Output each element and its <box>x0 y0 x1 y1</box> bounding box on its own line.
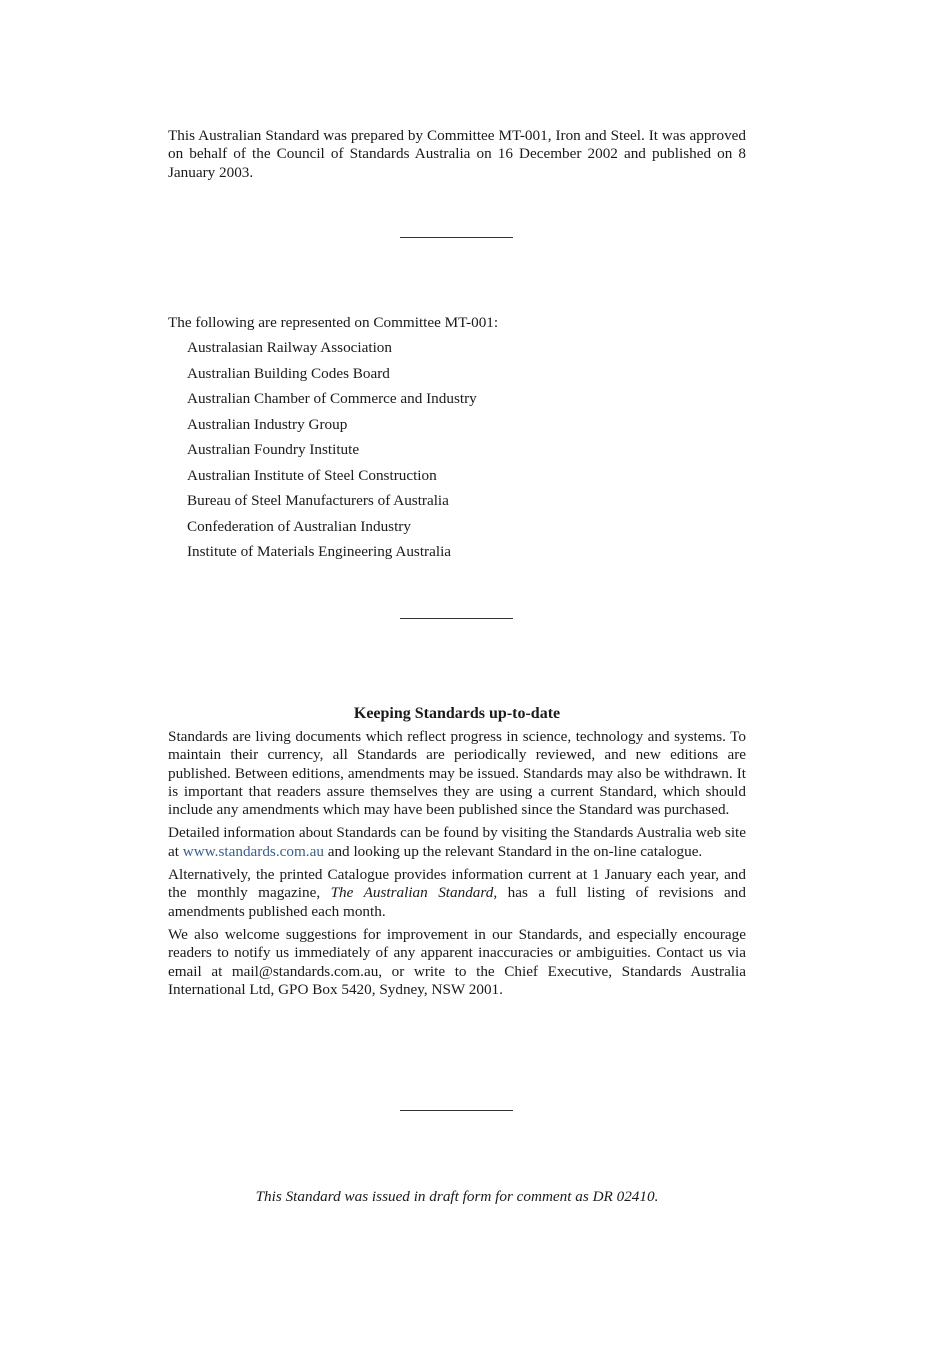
committee-member: Australasian Railway Association <box>187 339 392 356</box>
body-paragraph: Standards are living documents which reflect progress in science, technology and systems. To maintain their currency, all Standards are periodically reviewed, and new editions are published. Between editions, amendments may be issued. Standards may also be withdrawn. It is important that readers assure themselves they are using a current Standard, which should include any amendments which may have been published since the Standard was purchased. <box>168 728 746 819</box>
paragraph-text: , has a full listing of revisions and amendments published each month. <box>168 884 746 920</box>
committee-member: Australian Building Codes Board <box>187 364 390 382</box>
body-paragraph <box>168 824 746 861</box>
body-paragraph: We also welcome suggestions for improvement in our Standards, and especially encourage readers to notify us immediately of any apparent inaccuracies or ambiguities. Contact us via email at mail@standards.com.au, or write to the Chief Executive, Standards Australia International Ltd, GPO Box 5420, Sydney, NSW 2001. <box>168 925 746 998</box>
paragraph-text: and looking up the relevant Standard in the on-line catalogue. <box>323 842 703 860</box>
committee-member: Australian Chamber of Commerce and Industry <box>187 390 477 407</box>
committee-member: Australian Industry Group <box>187 415 348 433</box>
committee-heading: The following are represented on Committee MT-001: <box>168 314 499 331</box>
committee-member-list <box>168 338 746 568</box>
paragraph-text: Detailed information about Standards can be found by visiting the Standards Australia web site at <box>168 824 746 860</box>
committee-member: Bureau of Steel Manufacturers of Australia <box>187 492 449 509</box>
section-divider <box>400 618 513 619</box>
committee-section <box>168 313 746 568</box>
committee-member: Australian Foundry Institute <box>187 441 360 458</box>
committee-member: Confederation of Australian Industry <box>187 517 411 535</box>
intro-paragraph: This Australian Standard was prepared by Committee MT-001, Iron and Steel. It was approved on behalf of the Council of Standards Australia on 16 December 2002 and published on 8 January 2003. <box>168 127 746 181</box>
magazine-title: The Australian Standard <box>330 884 494 902</box>
keeping-standards-section <box>168 704 746 1004</box>
section-title: Keeping Standards up-to-date <box>353 705 561 722</box>
website-link[interactable]: www.standards.com.au <box>182 842 324 860</box>
paragraph-text: Alternatively, the printed Catalogue provides information current at 1 January each year, and the monthly magazine, <box>168 866 746 902</box>
draft-note: This Standard was issued in draft form for comment as DR 02410. <box>255 1188 659 1205</box>
committee-member: Institute of Materials Engineering Australia <box>187 543 452 560</box>
section-divider <box>400 237 513 238</box>
body-paragraph <box>168 866 746 921</box>
section-divider <box>400 1110 513 1111</box>
committee-member: Australian Institute of Steel Construction <box>187 466 437 484</box>
